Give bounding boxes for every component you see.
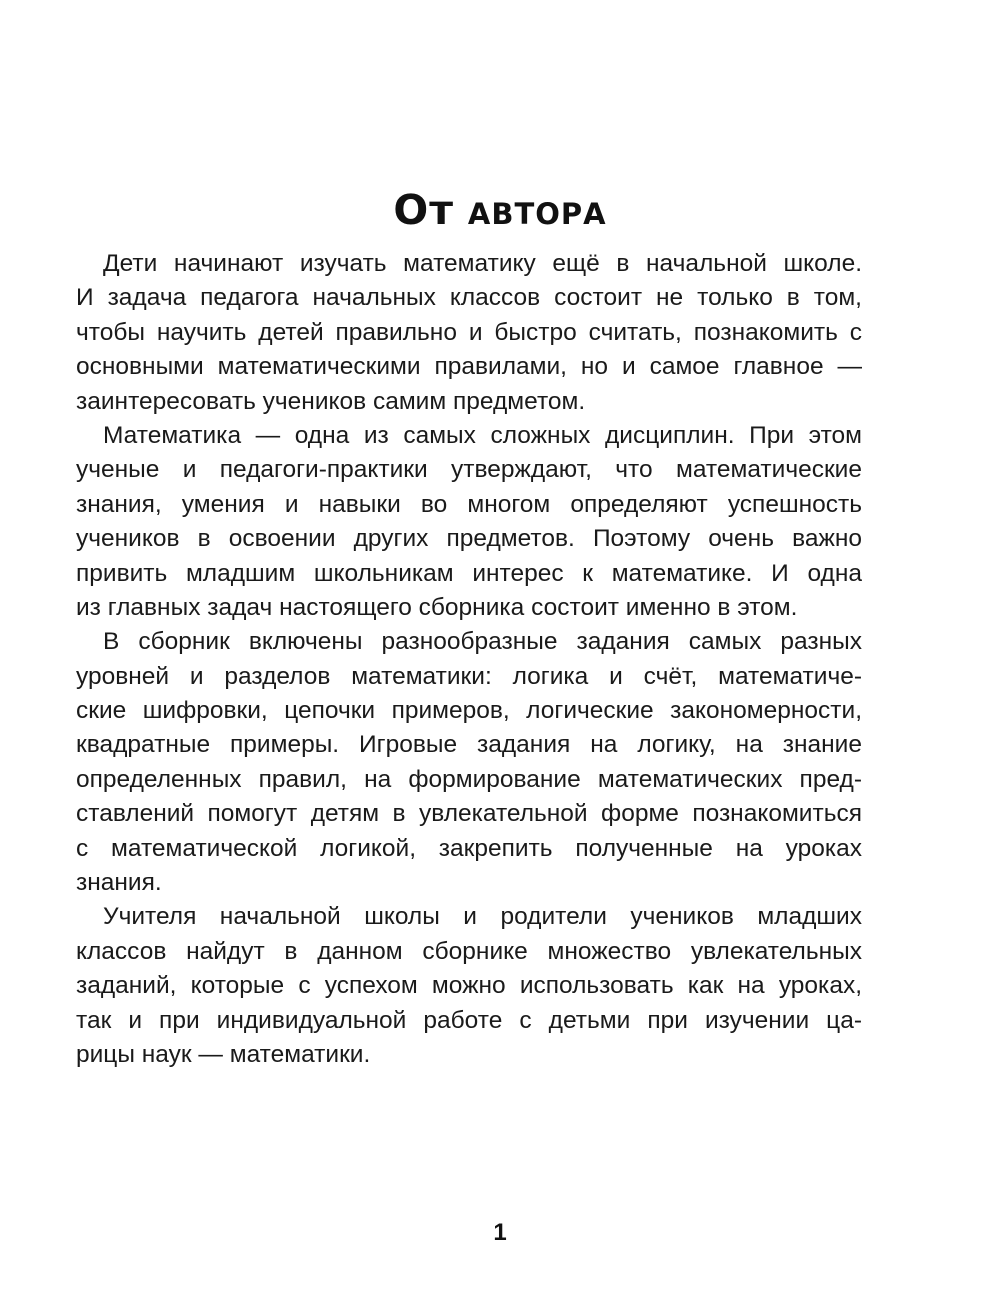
paragraph-line: знания, умения и навыки во многом определяют успешность <box>76 490 862 518</box>
paragraph-line: Дети начинают изучать математику ещё в начальной школе. <box>103 250 862 277</box>
page-title <box>0 186 1000 234</box>
page-title-rest: АВТОРА <box>467 197 607 231</box>
paragraph-line: уровней и разделов математики: логика и счёт, математиче- <box>76 662 862 690</box>
page-title-first-word: От <box>393 186 455 234</box>
paragraph-line: с математической логикой, закрепить полученные на уроках <box>76 834 862 862</box>
paragraph-line: заинтересовать учеников самим предметом. <box>76 387 586 415</box>
paragraph <box>76 625 862 900</box>
paragraph-line: И задача педагога начальных классов состоит не только в том, <box>76 284 862 312</box>
paragraph-line: Учителя начальной школы и родители учеников младших <box>103 903 862 931</box>
paragraph-line: чтобы научить детей правильно и быстро считать, познакомить с <box>76 318 862 346</box>
paragraph-line: классов найдут в данном сборнике множество увлекательных <box>76 937 862 965</box>
paragraph-line: учеников в освоении других предметов. Поэтому очень важно <box>76 525 862 553</box>
page-number: 1 <box>493 1219 507 1246</box>
paragraph-line: из главных задач настоящего сборника состоит именно в этом. <box>76 593 798 621</box>
paragraph-line: ученые и педагоги-практики утверждают, что математические <box>76 456 862 484</box>
paragraph-line: определенных правил, на формирование математических пред- <box>76 765 862 793</box>
body-text <box>76 247 862 1072</box>
paragraph-line: рицы наук — математики. <box>76 1040 371 1068</box>
paragraph-line: В сборник включены разнообразные задания самых разных <box>103 628 862 656</box>
paragraph-line: знания. <box>76 869 162 897</box>
paragraph <box>76 900 862 1072</box>
paragraph-line: квадратные примеры. Игровые задания на логику, на знание <box>76 731 862 759</box>
paragraph-line: привить младшим школьникам интерес к математике. И одна <box>76 559 862 587</box>
paragraph-line: ские шифровки, цепочки примеров, логические закономерности, <box>76 697 862 725</box>
paragraph-line: заданий, которые с успехом можно использовать как на уроках, <box>76 972 862 1000</box>
paragraph-line: так и при индивидуальной работе с детьми при изучении ца- <box>76 1006 862 1034</box>
paragraph <box>76 419 862 625</box>
paragraph-line: ставлений помогут детям в увлекательной форме познакомиться <box>76 800 862 828</box>
paragraph-line: Математика — одна из самых сложных дисциплин. При этом <box>103 421 862 449</box>
paragraph-line: основными математическими правилами, но и самое главное — <box>76 353 862 381</box>
paragraph <box>76 247 862 419</box>
